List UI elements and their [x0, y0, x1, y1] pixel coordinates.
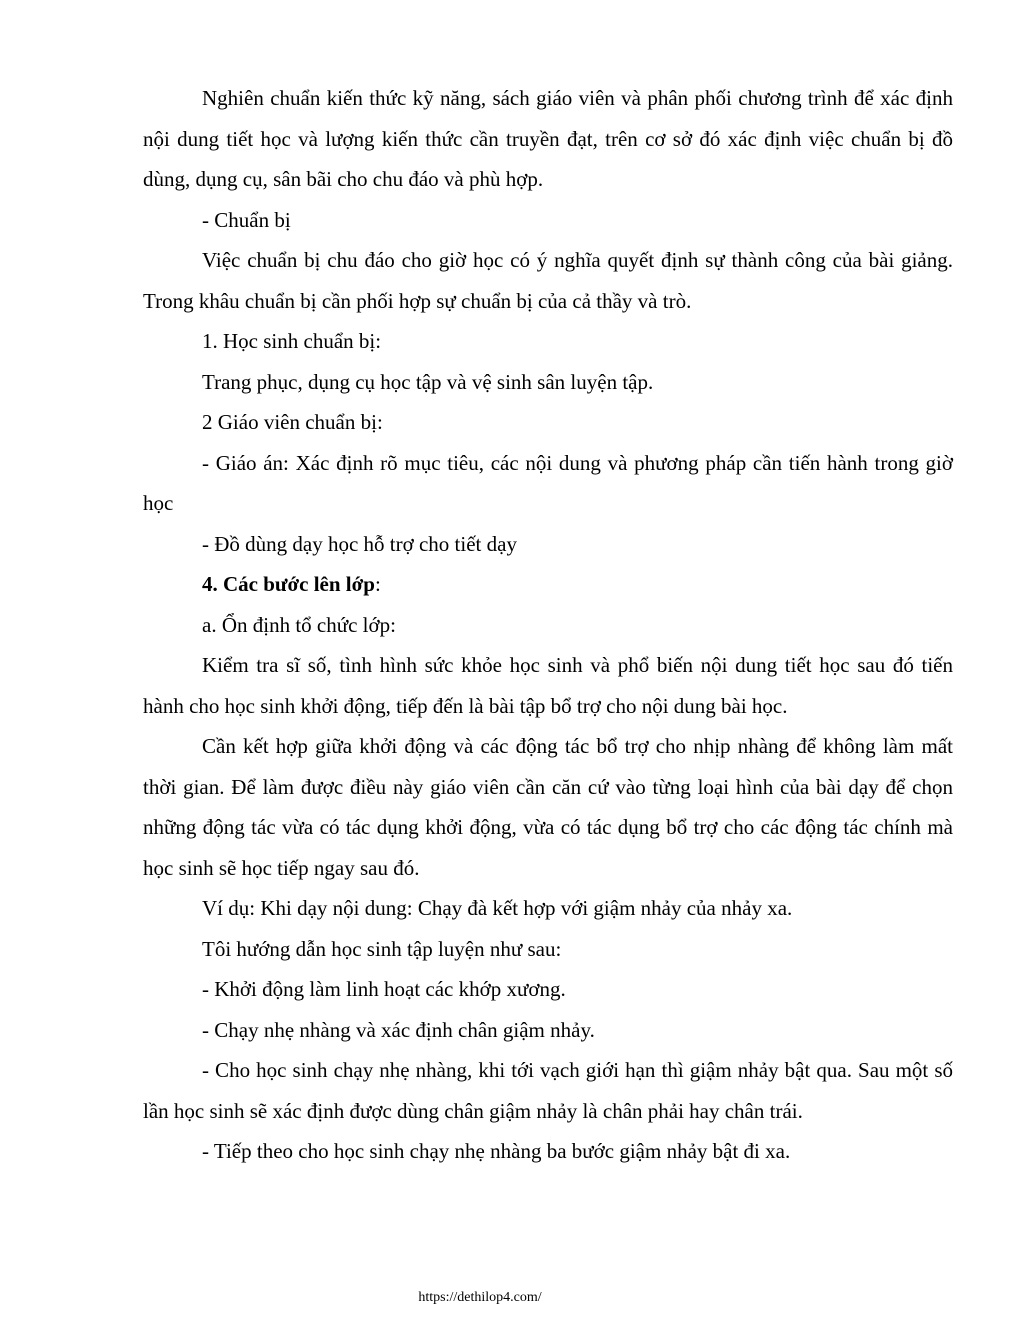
- section-heading: [143, 564, 953, 605]
- list-item: - Cho học sinh chạy nhẹ nhàng, khi tới vạch giới hạn thì giậm nhảy bật qua. Sau một số lần học sinh sẽ xác định được dùng chân giậm nhảy là chân phải hay chân trái.: [143, 1058, 953, 1123]
- list-item: - Chạy nhẹ nhàng và xác định chân giậm nhảy.: [202, 1017, 595, 1042]
- paragraph: Nghiên chuẩn kiến thức kỹ năng, sách giáo viên và phân phối chương trình để xác định nội dung tiết học và lượng kiến thức cần truyền đạt, trên cơ sở đó xác định việc chuẩn bị đồ dùng, dụng cụ, sân bãi cho chu đáo và phù hợp.: [143, 86, 953, 191]
- list-item: - Khởi động làm linh hoạt các khớp xương.: [202, 977, 566, 1001]
- section-heading-colon: :: [374, 572, 381, 596]
- paragraph: Kiểm tra sĩ số, tình hình sức khỏe học sinh và phổ biến nội dung tiết học sau đó tiến hành cho học sinh khởi động, tiếp đến là bài tập bổ trợ cho nội dung bài học.: [143, 653, 953, 718]
- footer-url: https://dethilop4.com/: [418, 1290, 542, 1305]
- document-body: [143, 78, 953, 1172]
- list-item: 2 Giáo viên chuẩn bị:: [202, 410, 383, 434]
- list-item: - Tiếp theo cho học sinh chạy nhẹ nhàng ba bước giậm nhảy bật đi xa.: [202, 1139, 791, 1163]
- list-item: - Giáo án: Xác định rõ mục tiêu, các nội dung và phương pháp cần tiến hành trong giờ học: [143, 450, 953, 515]
- paragraph: Tôi hướng dẫn học sinh tập luyện như sau:: [202, 936, 562, 961]
- list-item: - Chuẩn bị: [202, 207, 291, 232]
- paragraph: Việc chuẩn bị chu đáo cho giờ học có ý nghĩa quyết định sự thành công của bài giảng. Trong khâu chuẩn bị cần phối hợp sự chuẩn bị của cả thầy và trò.: [143, 248, 953, 313]
- paragraph: Cần kết hợp giữa khởi động và các động tác bổ trợ cho nhịp nhàng để không làm mất thời gian. Để làm được điều này giáo viên cần căn cứ vào từng loại hình của bài dạy để chọn những động tác vừa có tác dụng khởi động, vừa có tác dụng bổ trợ cho các động tác chính mà học sinh sẽ học tiếp ngay sau đó.: [143, 734, 953, 880]
- list-item: 1. Học sinh chuẩn bị:: [202, 329, 382, 353]
- paragraph: Ví dụ: Khi dạy nội dung: Chạy đà kết hợp với giậm nhảy của nhảy xa.: [202, 896, 793, 920]
- list-item: - Đồ dùng dạy học hỗ trợ cho tiết dạy: [202, 531, 517, 556]
- subheading: a. Ổn định tổ chức lớp:: [202, 612, 396, 637]
- section-heading-text: 4. Các bước lên lớp: [202, 572, 375, 596]
- paragraph: Trang phục, dụng cụ học tập và vệ sinh sân luyện tập.: [202, 369, 654, 394]
